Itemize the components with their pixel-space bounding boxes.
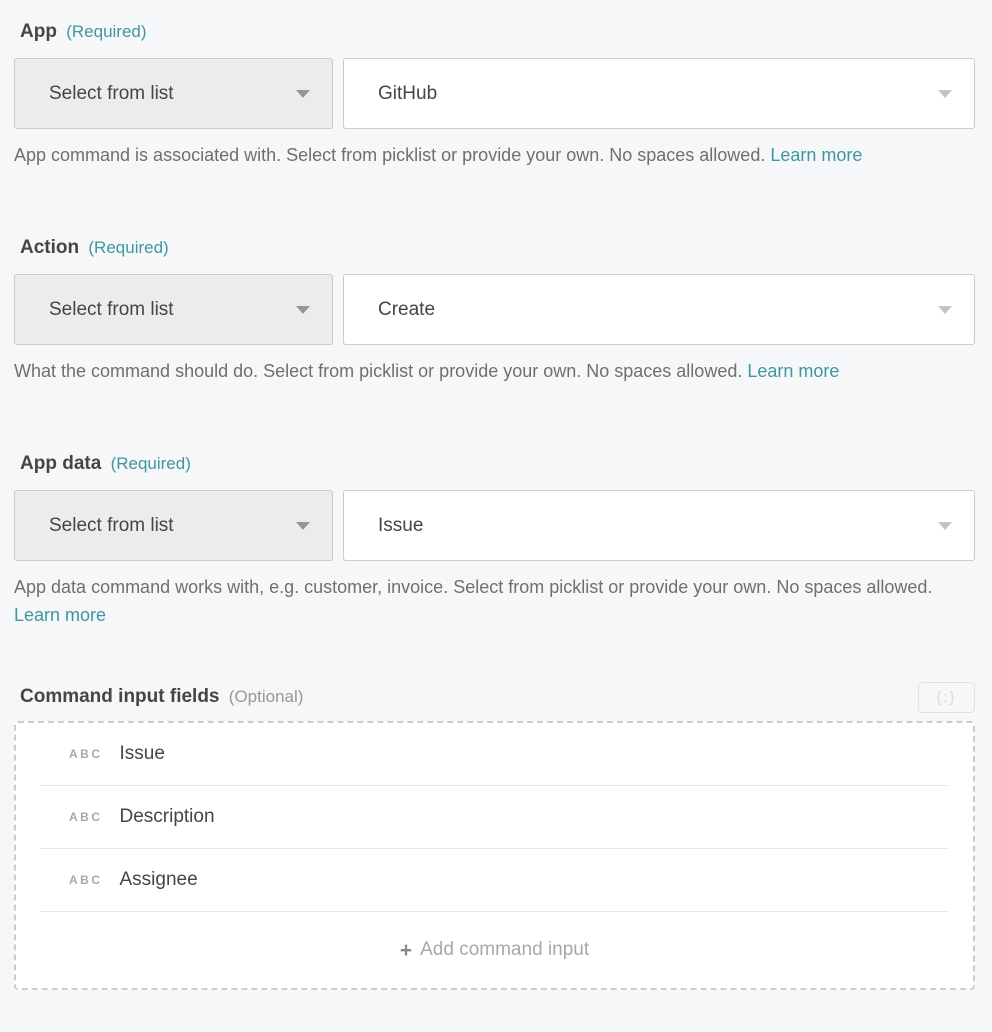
app-value-text: GitHub xyxy=(378,82,438,104)
app-data-learn-more-link[interactable]: Learn more xyxy=(14,605,107,625)
command-inputs-optional-tag: (Optional) xyxy=(228,687,304,706)
app-data-label-text: App data xyxy=(20,453,102,474)
app-data-required-tag: (Required) xyxy=(110,454,191,473)
command-input-fields-container xyxy=(14,721,975,990)
app-data-value-text: Issue xyxy=(378,514,424,536)
app-data-select-placeholder: Select from list xyxy=(49,514,174,536)
command-input-name: Description xyxy=(119,806,215,827)
chevron-down-icon xyxy=(938,306,952,314)
app-data-help-text xyxy=(14,573,975,629)
app-help-body: App command is associated with. Select from picklist or provide your own. No spaces allowed. xyxy=(14,145,766,165)
add-command-input-label: Add command input xyxy=(420,939,590,960)
chevron-down-icon xyxy=(296,306,310,314)
app-controls-row xyxy=(14,58,975,129)
command-input-name: Assignee xyxy=(119,869,198,890)
app-help-text xyxy=(14,141,975,169)
command-input-row-assignee[interactable] xyxy=(16,849,973,911)
plus-icon: + xyxy=(399,938,413,962)
chevron-down-icon xyxy=(938,90,952,98)
action-select-from-list-dropdown[interactable] xyxy=(14,274,333,345)
action-value-combobox[interactable] xyxy=(343,274,975,345)
command-inputs-header xyxy=(14,681,975,713)
chevron-down-icon xyxy=(296,522,310,530)
app-data-controls-row xyxy=(14,490,975,561)
text-type-icon: ABC xyxy=(69,747,103,761)
action-label-text: Action xyxy=(20,237,80,258)
app-required-tag: (Required) xyxy=(66,22,147,41)
section-app xyxy=(14,21,975,169)
command-inputs-label xyxy=(20,686,303,708)
action-learn-more-link[interactable]: Learn more xyxy=(747,361,840,381)
app-select-placeholder: Select from list xyxy=(49,82,174,104)
action-required-tag: (Required) xyxy=(88,238,169,257)
action-field-label xyxy=(20,237,975,259)
chevron-down-icon xyxy=(296,90,310,98)
app-data-field-label xyxy=(20,453,975,475)
app-value-combobox[interactable] xyxy=(343,58,975,129)
text-type-icon: ABC xyxy=(69,873,103,887)
app-learn-more-link[interactable]: Learn more xyxy=(770,145,863,165)
action-help-body: What the command should do. Select from picklist or provide your own. No spaces allowed. xyxy=(14,361,743,381)
command-input-row-issue[interactable] xyxy=(16,723,973,785)
action-value-text: Create xyxy=(378,298,436,320)
section-app-data xyxy=(14,453,975,629)
json-view-toggle-button[interactable]: {:} xyxy=(918,682,975,713)
command-input-row-description[interactable] xyxy=(16,786,973,848)
command-inputs-label-text: Command input fields xyxy=(20,686,220,707)
action-select-placeholder: Select from list xyxy=(49,298,174,320)
section-command-input-fields xyxy=(14,681,975,990)
app-select-from-list-dropdown[interactable] xyxy=(14,58,333,129)
app-data-help-body: App data command works with, e.g. customer, invoice. Select from picklist or provide your own. No spaces allowed. xyxy=(14,577,933,597)
app-data-value-combobox[interactable] xyxy=(343,490,975,561)
add-command-input-button[interactable] xyxy=(16,912,973,988)
app-label-text: App xyxy=(20,21,57,42)
section-action xyxy=(14,237,975,385)
app-field-label xyxy=(20,21,975,43)
text-type-icon: ABC xyxy=(69,810,103,824)
action-help-text xyxy=(14,357,975,385)
command-input-name: Issue xyxy=(119,743,165,764)
app-data-select-from-list-dropdown[interactable] xyxy=(14,490,333,561)
chevron-down-icon xyxy=(938,522,952,530)
action-controls-row xyxy=(14,274,975,345)
